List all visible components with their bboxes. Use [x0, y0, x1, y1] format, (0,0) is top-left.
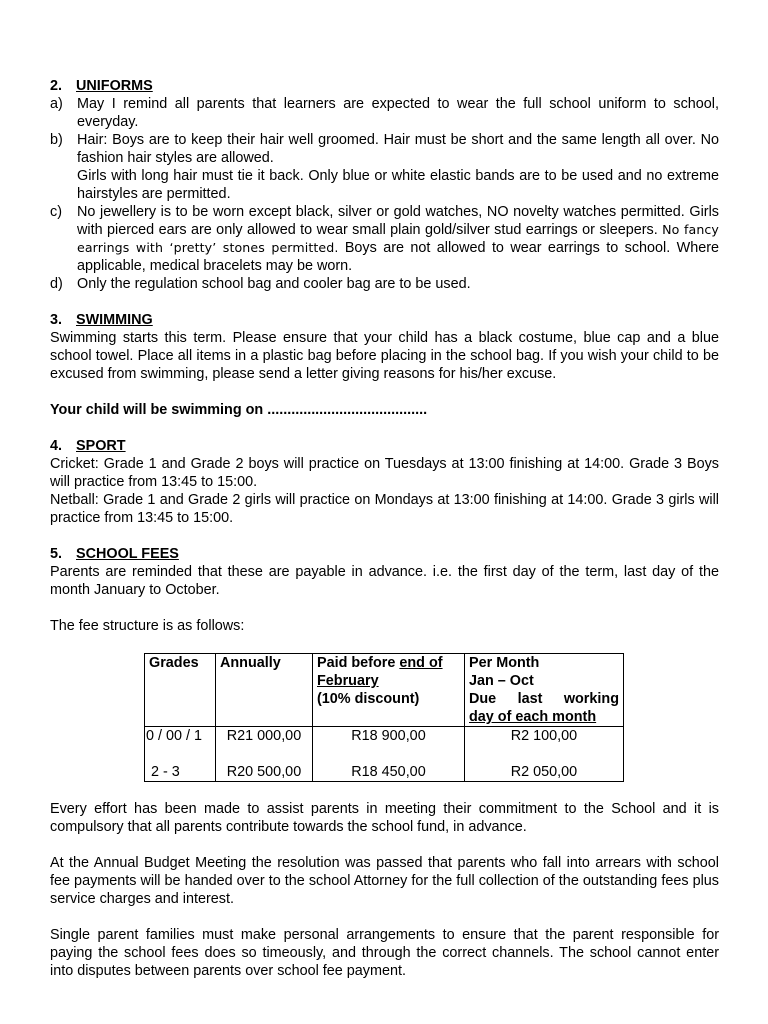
section-heading-school-fees: 5. SCHOOL FEES [50, 546, 179, 562]
fees-paragraph-arrears: At the Annual Budget Meeting the resolution was passed that parents who fall into arrears with school fee payments will be handed over to the school Attorney for the full collection of the outstanding fees plus service charges and interest. [50, 855, 719, 907]
header-annually: Annually [216, 654, 313, 727]
fees-structure-label: The fee structure is as follows: [50, 618, 245, 634]
table-row [145, 763, 624, 782]
table-row-spacer [145, 745, 624, 763]
section-heading-uniforms: 2. UNIFORMS [50, 78, 153, 94]
cell-grades: 2 - 3 [145, 763, 216, 782]
cell-paid: R18 450,00 [313, 763, 465, 782]
uniforms-item-b: b) Hair: Boys are to keep their hair well groomed. Hair must be short and the same length all over. No fashion hair styles are allowed. Girls with long hair must tie it back. Only blue or white elastic bands are to be used and no extreme hairstyles are permitted. [50, 132, 719, 202]
section-heading-swimming: 3. SWIMMING [50, 312, 153, 328]
fee-table-header [145, 654, 624, 727]
cell-paid: R18 900,00 [313, 727, 465, 746]
sport-netball: Netball: Grade 1 and Grade 2 girls will practice on Mondays at 13:00 finishing at 14:00. Grade 3 girls will practice from 13:45 to 15:00. [50, 492, 719, 526]
uniforms-item-c: c) No jewellery is to be worn except black, silver or gold watches, NO novelty watches permitted. Girls with pierced ears are only allowed to wear small plain gold/silver stud earrings or sleepers. No fancy earrings with ‘pretty’ stones permitted. Boys are not allowed to wear earrings to school. Where applicable, medical bracelets may be worn. [50, 204, 719, 274]
fees-paragraph-commitment: Every effort has been made to assist parents in meeting their commitment to the School and it is compulsory that all parents contribute towards the school fund, in advance. [50, 801, 719, 835]
cell-grades: 0 / 00 / 1 [145, 727, 216, 746]
swimming-paragraph: Swimming starts this term. Please ensure that your child has a black costume, blue cap and a blue school towel. Place all items in a plastic bag before placing in the school bag. If you wish your child to be excused from swimming, please send a letter giving reasons for his/her excuse. [50, 330, 719, 382]
uniforms-item-a: a) May I remind all parents that learners are expected to wear the full school uniform to school, everyday. [50, 96, 719, 130]
swimming-day-notice: Your child will be swimming on ........................................ [50, 402, 428, 418]
fees-intro: Parents are reminded that these are payable in advance. i.e. the first day of the term, last day of the month January to October. [50, 564, 719, 598]
fees-paragraph-single-parent: Single parent families must make personal arrangements to ensure that the parent responsible for paying the school fees does so timeously, and through the correct channels. The school cannot enter into disputes between parents over school fee payment. [50, 927, 719, 979]
table-row [145, 727, 624, 746]
header-grades: Grades [145, 654, 216, 727]
cell-month: R2 050,00 [465, 763, 624, 782]
cell-annually: R20 500,00 [216, 763, 313, 782]
cell-month: R2 100,00 [465, 727, 624, 746]
header-per-month: Per Month Jan – Oct Due last working day of each month [465, 654, 624, 727]
section-heading-sport: 4. SPORT [50, 438, 126, 454]
document-page [50, 77, 719, 980]
cell-annually: R21 000,00 [216, 727, 313, 746]
header-paid-before: Paid before end of February (10% discount) [313, 654, 465, 727]
uniforms-item-d: d) Only the regulation school bag and cooler bag are to be used. [50, 276, 471, 292]
sport-cricket: Cricket: Grade 1 and Grade 2 boys will practice on Tuesdays at 13:00 finishing at 14:00. Grade 3 Boys will practice from 13:45 to 15:00. [50, 456, 719, 490]
fee-table [144, 653, 624, 782]
